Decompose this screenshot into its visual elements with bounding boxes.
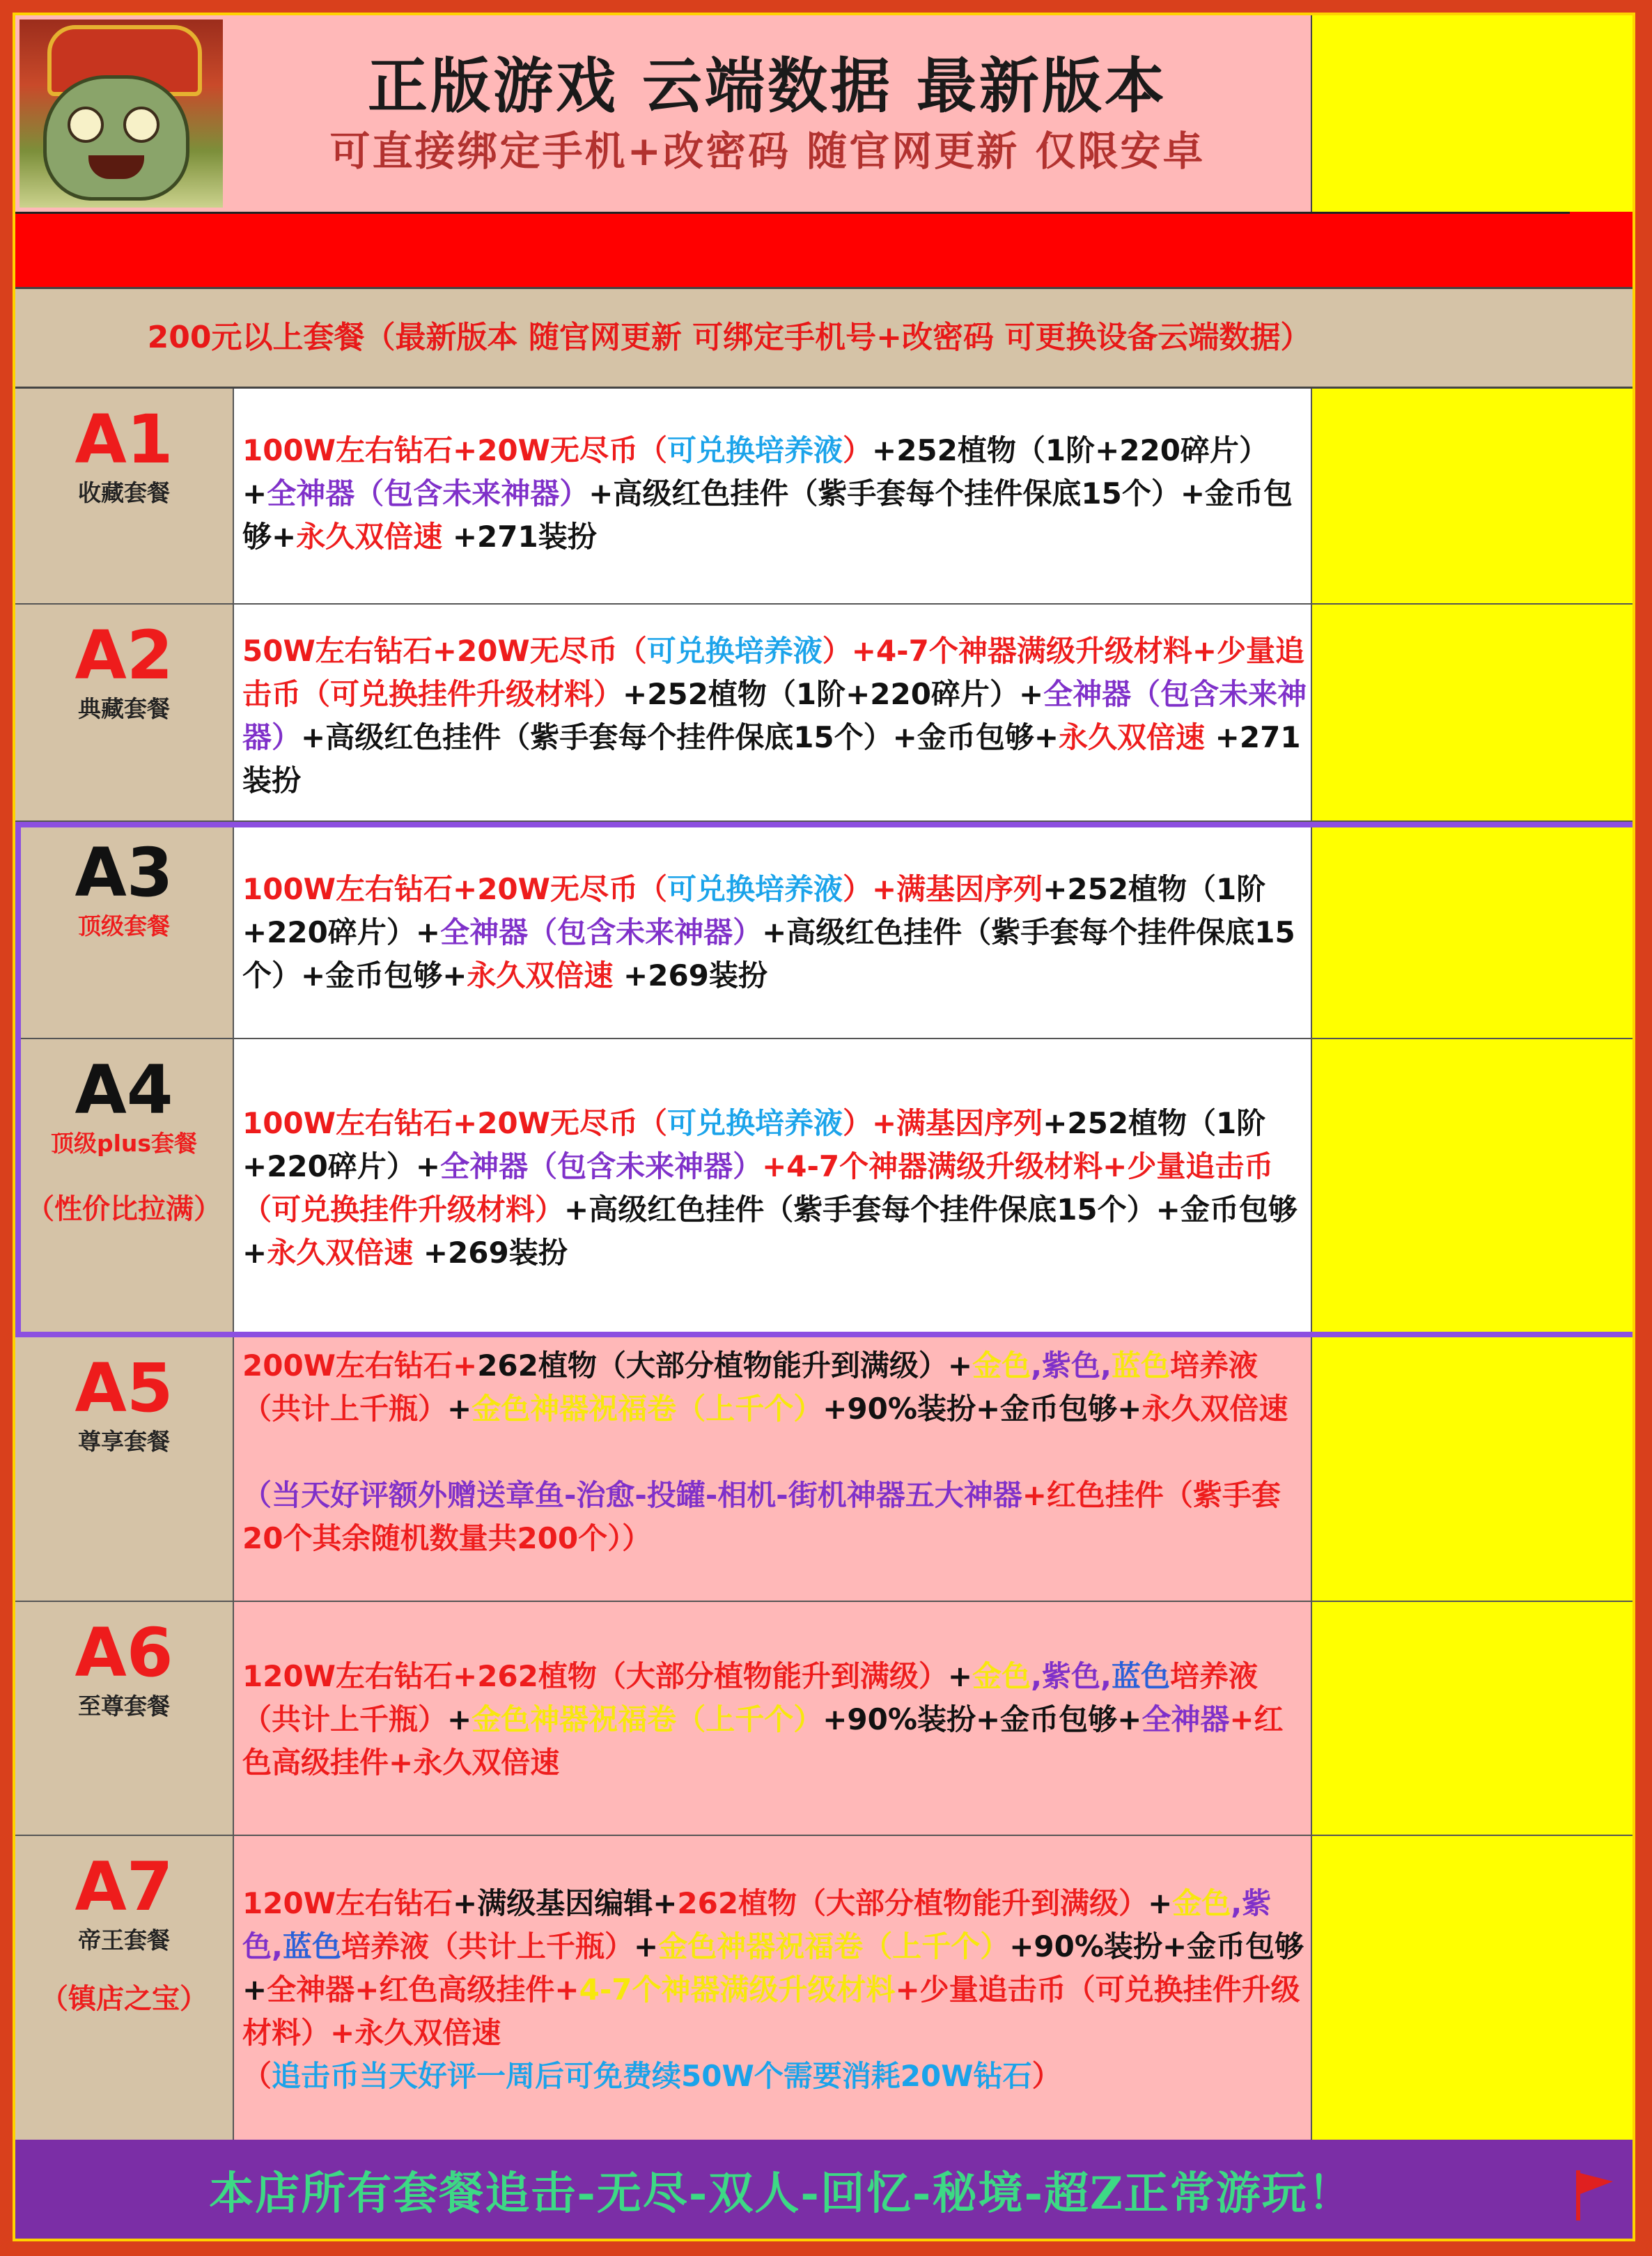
yellow-column-header bbox=[1311, 15, 1635, 212]
package-code: A4 bbox=[75, 1051, 173, 1129]
package-name: 尊享套餐 bbox=[78, 1428, 170, 1455]
package-row-a3 bbox=[15, 822, 1635, 1039]
text-segment: +271装扮 bbox=[442, 520, 597, 554]
text-segment: 120W左右钻石+262植物（大部分植物能升到满级） bbox=[242, 1659, 948, 1693]
banner-text: 200元以上套餐（最新版本 随官网更新 可绑定手机号+改密码 可更换设备云端数据） bbox=[147, 320, 1311, 355]
text-segment: 蓝色 bbox=[282, 1929, 341, 1963]
text-segment: （当天好评额外赠送章鱼-治愈-投罐-相机-街机神器五大神器 bbox=[242, 1478, 1022, 1512]
text-segment: +252植物（1阶+220碎片）+ bbox=[242, 1106, 1266, 1183]
package-label bbox=[15, 1602, 234, 1835]
package-label bbox=[15, 389, 234, 603]
package-description bbox=[234, 1337, 1311, 1601]
text-segment: 金色神器祝福卷（上千个） bbox=[658, 1929, 1010, 1963]
yellow-column-cell bbox=[1311, 1337, 1635, 1601]
text-segment: +高级红色挂件（紫手套每个挂件保底15个）+金币包够+ bbox=[301, 720, 1059, 754]
package-code: A1 bbox=[75, 400, 173, 479]
text-segment: 蓝色 bbox=[1112, 1659, 1171, 1693]
text-segment: 蓝色 bbox=[1112, 1348, 1171, 1383]
text-segment: + bbox=[447, 1702, 472, 1736]
text-segment: + bbox=[634, 1929, 659, 1963]
package-name: 典藏套餐 bbox=[78, 695, 170, 722]
text-segment: 全神器（包含未来神器） bbox=[440, 915, 763, 949]
package-description bbox=[234, 1039, 1311, 1336]
package-bonus-note bbox=[242, 1474, 1308, 1560]
yellow-column-cell bbox=[1311, 1039, 1635, 1336]
yellow-column-cell bbox=[1311, 389, 1635, 603]
page-title: 正版游戏 云端数据 最新版本 bbox=[368, 51, 1167, 121]
header bbox=[15, 15, 1635, 212]
text-segment: 200W左右钻石+ bbox=[242, 1348, 478, 1383]
package-bonus-note bbox=[242, 2055, 1308, 2098]
text-segment: 100W左右钻石+20W无尽币（ bbox=[242, 433, 667, 467]
text-segment: + bbox=[1148, 1886, 1173, 1920]
text-segment: 120W左右钻石 bbox=[242, 1886, 453, 1920]
text-segment: +252植物（1阶+220碎片）+ bbox=[623, 677, 1044, 711]
package-row-a1 bbox=[15, 389, 1635, 605]
package-name: 顶级plus套餐 bbox=[50, 1130, 198, 1157]
text-segment: +252植物（1阶+220碎片）+ bbox=[242, 433, 1268, 511]
package-code: A7 bbox=[75, 1848, 173, 1926]
text-segment: +90%装扮+金币包够+ bbox=[242, 1929, 1304, 2007]
red-divider-bar bbox=[15, 212, 1570, 289]
price-sheet bbox=[13, 13, 1635, 2241]
package-description bbox=[234, 1836, 1311, 2140]
text-segment: 全神器（包含未来神器） bbox=[267, 476, 589, 511]
package-row-a5 bbox=[15, 1337, 1635, 1602]
text-segment: 可兑换培养液 bbox=[646, 634, 823, 668]
text-segment: 全神器（包含未来神器） bbox=[242, 677, 1307, 754]
package-name: 至尊套餐 bbox=[78, 1693, 170, 1720]
text-segment: 100W左右钻石+20W无尽币（ bbox=[242, 872, 667, 906]
text-segment: 可兑换培养液 bbox=[667, 1106, 843, 1140]
text-segment: +高级红色挂件（紫手套每个挂件保底15个）+金币包够+ bbox=[242, 1192, 1298, 1270]
text-segment: +269装扮 bbox=[613, 958, 767, 993]
text-segment: ）+4-7个神器满级升级材料+少量追击币（可兑换挂件升级材料） bbox=[242, 634, 1305, 711]
text-segment: 金色 bbox=[972, 1659, 1031, 1693]
text-segment: 金色神器祝福卷（上千个） bbox=[472, 1702, 823, 1736]
text-segment: ,紫色, bbox=[1031, 1348, 1112, 1383]
text-segment: 永久双倍速 bbox=[1059, 720, 1206, 754]
package-tagline: （镇店之宝） bbox=[40, 1983, 208, 2015]
text-segment: 金色 bbox=[1172, 1886, 1231, 1920]
text-segment: ）+满基因序列 bbox=[842, 872, 1043, 906]
text-segment: 永久双倍速 bbox=[267, 1236, 414, 1270]
text-segment: 培养液（共计上千瓶） bbox=[341, 1929, 634, 1963]
text-segment: +高级红色挂件（紫手套每个挂件保底15个）+金币包够+ bbox=[242, 476, 1293, 554]
package-name: 帝王套餐 bbox=[78, 1927, 170, 1954]
text-segment: +4-7个神器满级升级材料+少量追击币（可兑换挂件升级材料） bbox=[242, 1149, 1274, 1227]
text-segment: 可兑换培养液 bbox=[667, 433, 843, 467]
yellow-column-cell bbox=[1311, 1836, 1635, 2140]
text-segment: 全神器+红色高级挂件+ bbox=[267, 1973, 579, 2007]
package-row-a2 bbox=[15, 605, 1635, 822]
package-label bbox=[15, 1337, 234, 1601]
package-banner bbox=[15, 287, 1635, 389]
yellow-column-cell bbox=[1311, 605, 1635, 820]
red-divider-tail bbox=[1570, 212, 1635, 287]
text-segment: 永久双倍速 bbox=[1141, 1392, 1288, 1426]
text-segment: 50W左右钻石+20W无尽币（ bbox=[242, 634, 647, 668]
text-segment: +少量追击币（可兑换挂件升级材料）+永久双倍速 bbox=[242, 1973, 1300, 2050]
text-segment: ,紫色, bbox=[242, 1886, 1272, 1963]
flag-icon bbox=[1568, 2168, 1617, 2223]
text-segment: 永久双倍速 bbox=[296, 520, 443, 554]
package-name: 收藏套餐 bbox=[78, 479, 170, 506]
package-main-text bbox=[242, 1344, 1308, 1431]
text-segment: +269装扮 bbox=[413, 1236, 568, 1270]
text-segment: +90%装扮+金币包够+ bbox=[823, 1702, 1142, 1736]
page-subtitle: 可直接绑定手机+改密码 随官网更新 仅限安卓 bbox=[329, 127, 1206, 175]
package-main-text bbox=[242, 1882, 1308, 2055]
package-code: A5 bbox=[75, 1349, 173, 1427]
package-row-a4 bbox=[15, 1039, 1635, 1337]
text-segment: 追击币当天好评一周后可免费续50W个需要消耗20W钻石 bbox=[272, 2059, 1032, 2093]
package-label bbox=[15, 1836, 234, 2140]
text-segment: （ bbox=[242, 2059, 272, 2093]
package-code: A6 bbox=[75, 1614, 173, 1692]
text-segment: 永久双倍速 bbox=[467, 958, 614, 993]
package-description bbox=[234, 822, 1311, 1038]
text-segment: 金色 bbox=[972, 1348, 1031, 1383]
text-segment: +红色高级挂件+永久双倍速 bbox=[242, 1702, 1284, 1780]
text-segment: +满级基因编辑+ bbox=[453, 1886, 678, 1920]
package-row-a7 bbox=[15, 1836, 1635, 2140]
yellow-column-cell bbox=[1311, 1602, 1635, 1835]
text-segment: ） bbox=[1031, 2059, 1061, 2093]
text-segment: +红色挂件（紫手套20个其余随机数量共200个）） bbox=[242, 1478, 1281, 1555]
text-segment: 4-7个神器满级升级材料 bbox=[579, 1973, 896, 2007]
text-segment: ）+满基因序列 bbox=[842, 1106, 1043, 1140]
text-segment: 262植物（大部分植物能升到满级）+ bbox=[477, 1348, 973, 1383]
text-segment: +90%装扮+金币包够+ bbox=[823, 1392, 1142, 1426]
text-segment: 100W左右钻石+20W无尽币（ bbox=[242, 1106, 667, 1140]
text-segment: +高级红色挂件（紫手套每个挂件保底15个）+金币包够+ bbox=[242, 915, 1295, 993]
text-segment: +271装扮 bbox=[242, 720, 1301, 798]
text-segment: 全神器 bbox=[1141, 1702, 1230, 1736]
package-description bbox=[234, 605, 1311, 820]
text-segment: ,紫色, bbox=[1031, 1659, 1112, 1693]
package-tagline: （性价比拉满） bbox=[26, 1193, 221, 1225]
package-label bbox=[15, 822, 234, 1038]
footer bbox=[15, 2140, 1635, 2241]
text-segment: 可兑换培养液 bbox=[667, 872, 843, 906]
zombie-logo-icon bbox=[20, 20, 223, 208]
text-segment: + bbox=[947, 1659, 973, 1693]
package-row-a6 bbox=[15, 1602, 1635, 1836]
package-description bbox=[234, 389, 1311, 603]
text-segment: 金色神器祝福卷（上千个） bbox=[472, 1392, 823, 1426]
text-segment: 全神器（包含未来神器） bbox=[440, 1149, 763, 1183]
text-segment: ） bbox=[842, 433, 872, 467]
package-name: 顶级套餐 bbox=[78, 912, 170, 940]
text-segment: 培养液（共计上千瓶） bbox=[242, 1348, 1259, 1426]
package-code: A3 bbox=[75, 834, 173, 912]
text-segment: + bbox=[447, 1392, 472, 1426]
footer-text: 本店所有套餐追击-无尽-双人-回忆-秘境-超Z正常游玩！ bbox=[209, 2168, 1354, 2220]
text-segment: 培养液（共计上千瓶） bbox=[242, 1659, 1259, 1736]
yellow-column-cell bbox=[1311, 822, 1635, 1038]
package-description bbox=[234, 1602, 1311, 1835]
text-segment: +252植物（1阶+220碎片）+ bbox=[242, 872, 1266, 949]
package-label bbox=[15, 605, 234, 820]
package-label bbox=[15, 1039, 234, 1336]
package-code: A2 bbox=[75, 616, 173, 694]
text-segment: 262植物（大部分植物能升到满级） bbox=[677, 1886, 1148, 1920]
